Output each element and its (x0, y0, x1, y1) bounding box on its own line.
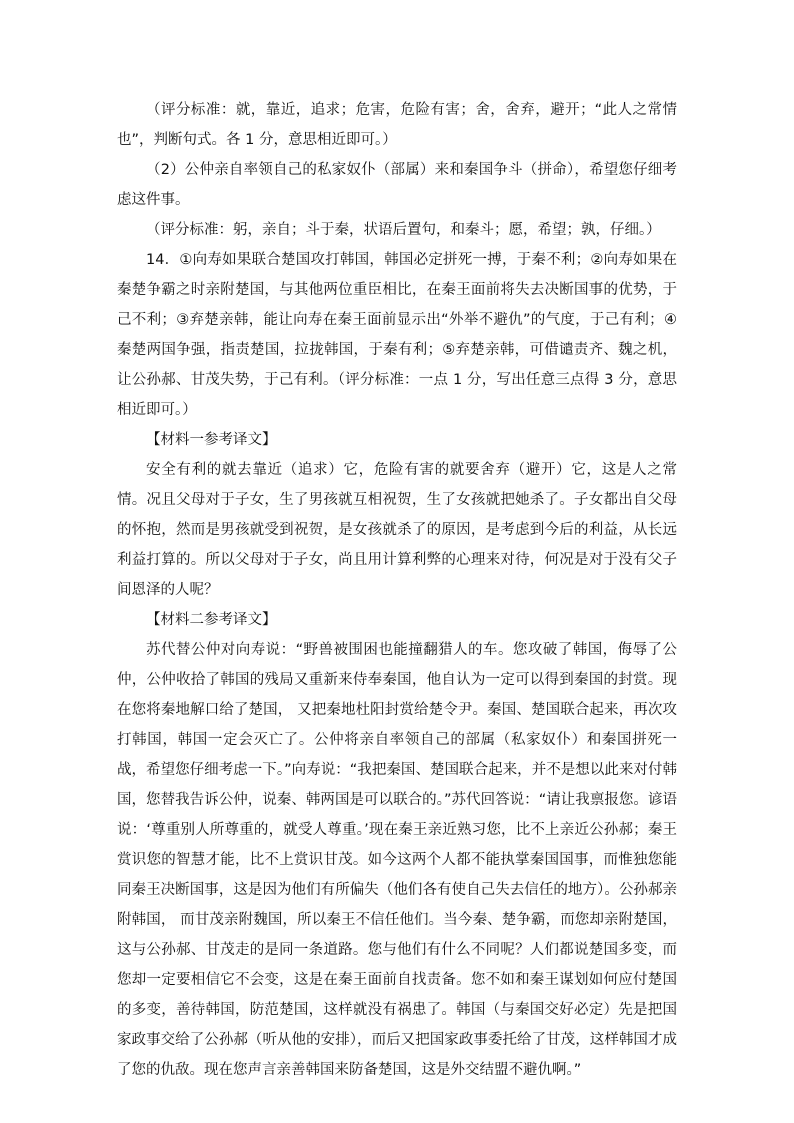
scoring-note-2: （评分标准：躬，亲自；斗于秦，状语后置句，和秦斗；愿，希望；孰，仔细。） (146, 222, 661, 238)
document-page (117, 95, 677, 1085)
heading-material-2: 【材料二参考译文】 (146, 612, 277, 628)
scoring-note-1: （评分标准：就，靠近，追求；危害，危险有害；舍，舍弃，避开；“此人之常情也”，判断句式。各 1 分，意思相近即可。） (117, 102, 677, 148)
answer-14: 14．①向寿如果联合楚国攻打韩国，韩国必定拼死一搏，于秦不利；②向寿如果在秦楚争霸之时亲附楚国，与其他两位重臣相比，在秦王面前将失去决断国事的优势，于己不利；③弃楚亲韩，能让向寿在秦王面前显示出“外举不避仇”的气度，于己有利；④秦楚两国争强，指责楚国，拉拢韩国，于秦有利；⑤弃楚亲韩，可借谴责齐、魏之机，让公孙郝、甘茂失势，于己有利。（评分标准：一点 1 分，写出任意三点得 3 分，意思相近即可。） (117, 252, 677, 418)
translation-answer-2: （2）公仲亲自率领自己的私家奴仆（部属）来和秦国争斗（拼命），希望您仔细考虑这件事。 (117, 162, 677, 208)
material-1-translation: 安全有利的就去靠近（追求）它，危险有害的就要舍弃（避开）它，这是人之常情。况且父母对于子女，生了男孩就互相祝贺，生了女孩就把她杀了。子女都出自父母的怀抱，然而是男孩就受到祝贺，是女孩就杀了的原因，是考虑到今后的利益，从长远利益打算的。所以父母对于子女，尚且用计算利弊的心理来对待，何况是对于没有父子间恩泽的人呢？ (117, 462, 677, 598)
material-2-translation: 苏代替公仲对向寿说：“野兽被围困也能撞翻猎人的车。您攻破了韩国，侮辱了公仲，公仲收拾了韩国的残局又重新来侍奉秦国，他自认为一定可以得到秦国的封赏。现在您将秦地解口给了楚国， 又把秦地杜阳封赏给楚令尹。秦国、楚国联合起来，再次攻打韩国，韩国一定会灭亡了。公仲将亲自率领自己的部属（私家奴仆）和秦国拼死一战，希望您仔细考虑一下。”向寿说：“我把秦国、楚国联合起来，并不是想以此来对付韩国，您替我告诉公仲，说秦、韩两国是可以联合的。”苏代回答说：“请让我禀报您。谚语说：‘尊重别人所尊重的，就受人尊重。’现在秦王亲近熟习您，比不上亲近公孙郝；秦王赏识您的智慧才能，比不上赏识甘茂。如今这两个人都不能执掌秦国国事，而惟独您能同秦王决断国事，这是因为他们有所偏失（他们各有使自己失去信任的地方）。公孙郝亲附韩国， 而甘茂亲附魏国，所以秦王不信任他们。当今秦、楚争霸，而您却亲附楚国，这与公孙郝、甘茂走的是同一条道路。您与他们有什么不同呢？人们都说楚国多变，而您却一定要相信它不会变，这是在秦王面前自找责备。您不如和秦王谋划如何应付楚国的多变，善待韩国，防范楚国，这样就没有祸患了。韩国（与秦国交好必定）先是把国家政事交给了公孙郝（听从他的安排），而后又把国家政事委托给了甘茂，这样韩国才成了您的仇敌。现在您声言亲善韩国来防备楚国，这是外交结盟不避仇啊。” (117, 642, 677, 1078)
heading-material-1: 【材料一参考译文】 (146, 432, 277, 448)
